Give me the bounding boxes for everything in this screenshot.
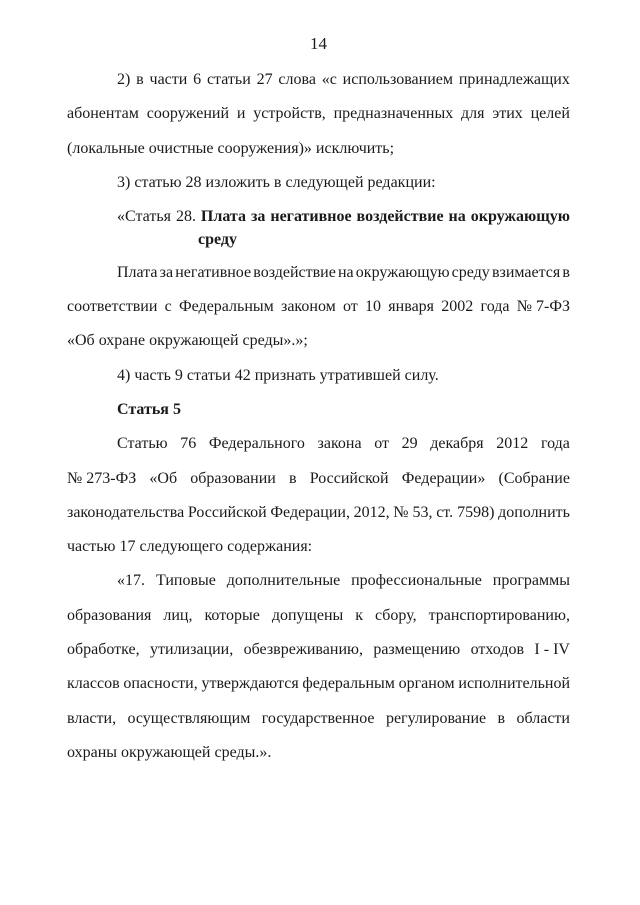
text-line [67, 290, 570, 324]
word: ст. 7598) [436, 503, 495, 521]
clause-2-amendment [67, 63, 570, 166]
word: программы [492, 572, 570, 590]
word: в [136, 71, 144, 88]
word: окружающую [355, 263, 450, 281]
word: 2002 [441, 298, 474, 316]
word: обработке, [67, 641, 140, 659]
clause-4-amendment [67, 359, 570, 393]
word: Федерации, [270, 503, 350, 521]
text-line [67, 427, 570, 461]
text-line [67, 63, 570, 97]
text-line [67, 702, 570, 736]
word: с [164, 298, 172, 316]
word: осуществляющим [127, 709, 251, 727]
word: 28. [175, 208, 196, 226]
page-number: 14 [310, 34, 327, 53]
word: устройств, [253, 105, 326, 123]
word: негативное [175, 263, 252, 281]
clause-3-amendment [67, 166, 570, 200]
text-line [67, 256, 570, 290]
word: дополнить [498, 503, 570, 521]
word: за [159, 263, 174, 281]
word: от [374, 435, 389, 453]
word: предназначенных [333, 105, 454, 123]
text-line [67, 97, 570, 131]
text-segment: «Об охране окружающей среды».»; [67, 332, 308, 350]
word: слова [278, 71, 316, 88]
word: для [461, 105, 485, 123]
word: в [562, 263, 570, 281]
word: № 273-ФЗ [67, 469, 137, 487]
word: (Собрание [498, 469, 570, 487]
word: 2012 [496, 435, 529, 453]
word: января [388, 298, 435, 316]
word: окружающую [470, 208, 570, 226]
word: Российской [309, 469, 389, 487]
word: этих [492, 105, 523, 123]
word: Федеральным [179, 298, 274, 316]
word: среду [451, 263, 490, 281]
word: № 53, [393, 503, 433, 521]
word: органом [398, 675, 455, 693]
word: допущены [271, 606, 344, 624]
word: соответствии [67, 298, 158, 316]
word: воздействие [356, 208, 444, 226]
word: на [448, 208, 466, 226]
word: «с [321, 71, 337, 88]
word: части [149, 71, 188, 88]
text-line [67, 324, 570, 358]
word: отходов [470, 641, 525, 659]
text-line [67, 206, 570, 229]
word: 76 [180, 435, 197, 453]
word: классов [67, 675, 120, 693]
text-segment: Статья 5 [117, 400, 181, 418]
word: 10 [365, 298, 382, 316]
document-body [67, 63, 570, 770]
word: 29 [401, 435, 418, 453]
word: «Статья [117, 208, 171, 226]
word: дополнительные [226, 572, 341, 590]
word: Статью [117, 435, 168, 453]
word: взимается [491, 263, 561, 281]
word: утилизации, [150, 641, 234, 659]
word: Плата [117, 263, 158, 281]
word: целей [530, 105, 570, 123]
word: года [540, 435, 570, 453]
word: власти, [67, 709, 117, 727]
text-line [67, 132, 570, 166]
word: федеральным [302, 675, 395, 693]
word: воздействие [253, 263, 336, 281]
article-5-heading [67, 393, 570, 427]
text-line [67, 667, 570, 701]
word: профессиональные [351, 572, 482, 590]
word: сбору, [374, 606, 417, 624]
word: от [343, 298, 358, 316]
text-line [67, 736, 570, 770]
text-line [67, 530, 570, 564]
word: утверждаются [201, 675, 299, 693]
word: за [250, 208, 266, 226]
word: статьи [206, 71, 251, 88]
text-segment: частью 17 следующего содержания: [67, 538, 313, 556]
text-line [67, 229, 570, 252]
word: декабря [430, 435, 484, 453]
word: образовании [190, 469, 276, 487]
word: обезвреживанию, [243, 641, 363, 659]
word: года [480, 298, 510, 316]
text-segment: 4) часть 9 статьи 42 признать утратившей силу. [117, 366, 439, 384]
word: в [289, 469, 297, 487]
word: образования [67, 606, 152, 624]
word: на [337, 263, 354, 281]
article-5-intro [67, 427, 570, 564]
article-28-body [67, 256, 570, 359]
text-line [67, 166, 570, 200]
word: абонентам [67, 105, 139, 123]
word: размещению [373, 641, 461, 659]
word: законодательства [67, 503, 185, 521]
word: которые [204, 606, 260, 624]
word: Типовые [155, 572, 216, 590]
word: и [236, 105, 246, 123]
word: «17. [117, 572, 145, 590]
word: 27 [256, 71, 273, 88]
text-line [67, 462, 570, 496]
part-17-text [67, 564, 570, 770]
word: опасности, [123, 675, 198, 693]
text-line [67, 393, 570, 427]
word: к [355, 606, 363, 624]
text-line [67, 564, 570, 598]
word: сооружений [146, 105, 230, 123]
article-28-heading [67, 206, 570, 252]
word: I - IV [534, 641, 570, 659]
word: № 7-ФЗ [516, 298, 570, 316]
word: лиц, [163, 606, 193, 624]
word: 2) [117, 71, 131, 88]
word: транспортированию, [428, 606, 570, 624]
text-line [67, 599, 570, 633]
text-line [67, 496, 570, 530]
word: Плата [200, 208, 246, 226]
word: закона [317, 435, 362, 453]
word: Федерального [208, 435, 305, 453]
word: принадлежащих [458, 71, 570, 88]
text-segment: охраны окружающей среды.». [67, 743, 272, 761]
text-line [67, 633, 570, 667]
word: регулирование [385, 709, 487, 727]
word: негативное [270, 208, 352, 226]
word: Российской [187, 503, 267, 521]
text-segment: 3) статью 28 изложить в следующей редакции: [117, 173, 436, 191]
word: исполнительной [458, 675, 570, 693]
word: в [497, 709, 506, 727]
word: использованием [342, 71, 453, 88]
word: 6 [193, 71, 202, 88]
word: 2012, [353, 503, 390, 521]
word: Федерации» [401, 469, 486, 487]
text-segment: (локальные очистные сооружения)» исключить; [67, 139, 395, 157]
text-segment: среду [198, 230, 237, 248]
text-line [67, 359, 570, 393]
word: государственное [261, 709, 375, 727]
word: «Об [149, 469, 178, 487]
word: законом [281, 298, 336, 316]
word: области [516, 709, 570, 727]
